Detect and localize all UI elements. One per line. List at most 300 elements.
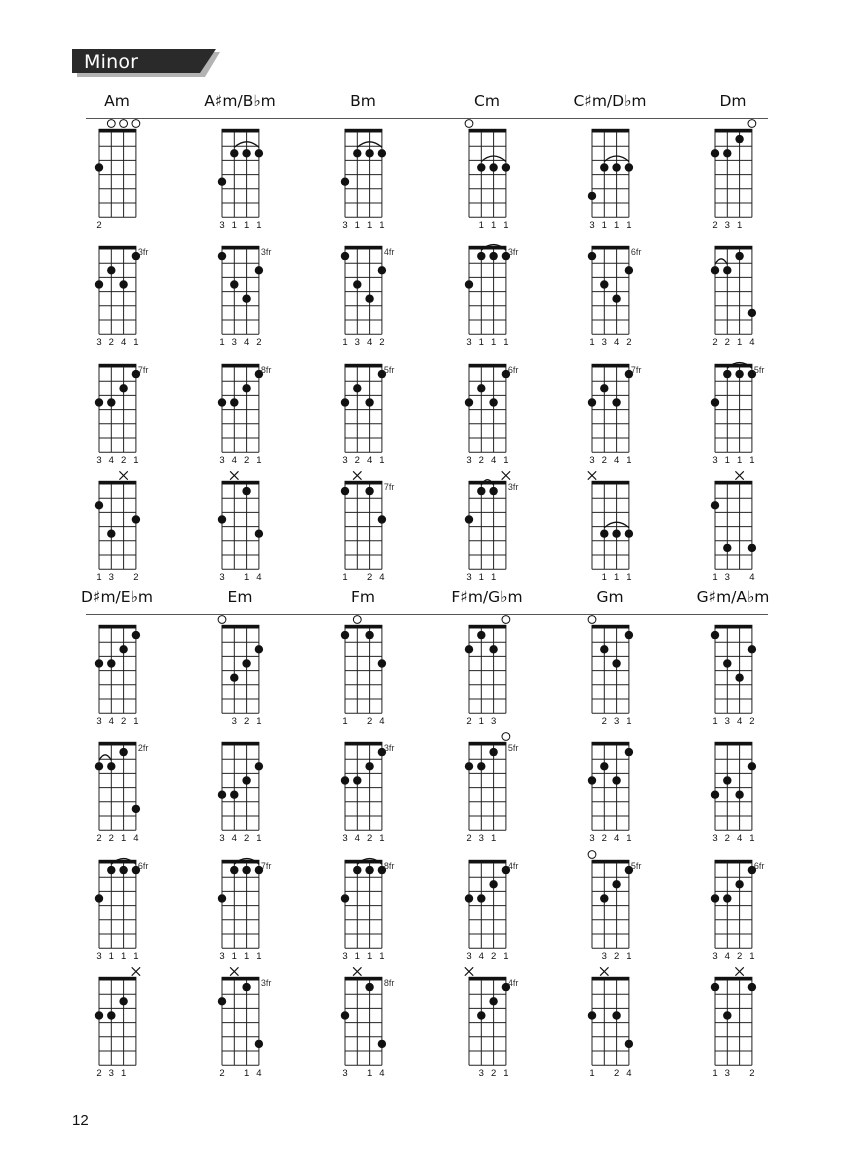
chord-diagram: [77, 110, 157, 230]
finger-dot: [217, 252, 225, 260]
finger-dot: [242, 659, 250, 667]
muted-string-marker: [735, 471, 743, 479]
fingering-number: 3: [341, 455, 348, 467]
chord-diagram: [693, 723, 773, 843]
finger-dot: [600, 762, 608, 770]
chord-name: C♯m/D♭m: [573, 92, 647, 110]
finger-dot: [94, 501, 102, 509]
chord-diagram: [570, 606, 650, 726]
finger-dot: [587, 252, 595, 260]
fretboard: [94, 625, 139, 727]
finger-dot: [377, 266, 385, 274]
fingering-number: 3: [588, 455, 595, 467]
fingering-number: 1: [120, 833, 126, 845]
fretboard: [587, 129, 632, 231]
fretboard: [587, 246, 641, 348]
nut: [221, 977, 259, 980]
finger-dot: [365, 295, 373, 303]
nut: [468, 364, 506, 367]
fingering-number: 2: [366, 716, 372, 728]
chord-diagram: [200, 606, 280, 726]
chord-name: Cm: [474, 92, 500, 110]
fingering-number: 3: [95, 951, 102, 963]
fretboard: [710, 967, 755, 1079]
fretboard: [217, 364, 271, 466]
finger-dot: [464, 762, 472, 770]
chord-diagram: [200, 462, 280, 582]
fretboard: [710, 860, 764, 962]
finger-dot: [119, 748, 127, 756]
nut: [344, 977, 382, 980]
fingering-number: 3: [108, 572, 114, 584]
fretboard: [217, 859, 271, 963]
finger-dot: [723, 266, 731, 274]
fingering-number: 1: [502, 455, 509, 467]
finger-dot: [747, 309, 755, 317]
chord-diagram: [323, 462, 403, 582]
fingering-number: 1: [132, 455, 139, 467]
fingering-number: 1: [132, 951, 139, 963]
nut: [98, 481, 136, 484]
fret-position-label: 6fr: [753, 861, 764, 871]
finger-dot: [107, 762, 115, 770]
fretboard: [340, 246, 394, 348]
open-string-marker: [748, 120, 756, 128]
fingering-number: 4: [231, 455, 237, 467]
finger-dot: [747, 983, 755, 991]
finger-dot: [501, 163, 509, 171]
fingering-number: 4: [108, 455, 114, 467]
fingering-number: 4: [231, 833, 237, 845]
fingering-number: 2: [354, 455, 360, 467]
fingering-number: 1: [724, 455, 730, 467]
fingering-number: 1: [748, 951, 755, 963]
finger-dot: [242, 776, 250, 784]
fingering-number: 3: [711, 951, 718, 963]
finger-dot: [340, 776, 348, 784]
fingering-number: 1: [625, 951, 632, 963]
chord-diagram: [77, 462, 157, 582]
finger-dot: [612, 398, 620, 406]
nut: [221, 625, 259, 628]
chord-diagram: [693, 958, 773, 1078]
chord-diagram: [77, 958, 157, 1078]
finger-dot: [119, 384, 127, 392]
nut: [221, 129, 259, 132]
fingering-number: 3: [218, 220, 225, 232]
fingering-number: 2: [366, 572, 372, 584]
fret-position-label: 8fr: [383, 861, 394, 871]
nut: [468, 129, 506, 132]
chord-name: F♯m/G♭m: [451, 588, 523, 606]
fingering-number: 4: [366, 455, 372, 467]
fret-position-label: 3fr: [507, 247, 518, 257]
finger-dot: [254, 149, 262, 157]
fretboard: [464, 364, 518, 466]
finger-dot: [710, 266, 718, 274]
chord-diagram: [77, 345, 157, 465]
fingering-number: 3: [588, 833, 595, 845]
muted-string-marker: [353, 471, 361, 479]
fret-position-label: 3fr: [507, 482, 518, 492]
nut: [98, 625, 136, 628]
nut: [591, 977, 629, 980]
finger-dot: [624, 530, 632, 538]
finger-dot: [230, 866, 238, 874]
fret-position-label: 6fr: [137, 861, 148, 871]
nut: [344, 129, 382, 132]
finger-dot: [464, 515, 472, 523]
fret-position-label: 7fr: [630, 365, 641, 375]
nut: [344, 246, 382, 249]
fingering-number: 3: [341, 951, 348, 963]
fingering-number: 1: [478, 337, 484, 349]
fingering-number: 3: [341, 220, 348, 232]
fingering-number: 3: [218, 572, 225, 584]
finger-dot: [340, 631, 348, 639]
fret-position-label: 5fr: [630, 861, 641, 871]
finger-dot: [230, 149, 238, 157]
finger-dot: [600, 894, 608, 902]
fingering-number: 2: [490, 951, 496, 963]
fingering-number: 1: [378, 833, 385, 845]
fingering-number: 2: [478, 455, 484, 467]
fingering-number: 2: [108, 833, 114, 845]
fingering-number: 1: [108, 951, 114, 963]
chord-diagram: [447, 958, 527, 1078]
fingering-number: 1: [366, 220, 372, 232]
finger-dot: [94, 1011, 102, 1019]
finger-dot: [340, 894, 348, 902]
finger-dot: [747, 544, 755, 552]
nut: [714, 860, 752, 863]
nut: [591, 742, 629, 745]
finger-dot: [217, 515, 225, 523]
finger-dot: [217, 398, 225, 406]
fretboard: [94, 742, 148, 844]
fingering-number: 3: [341, 833, 348, 845]
fingering-number: 1: [490, 833, 496, 845]
finger-dot: [489, 880, 497, 888]
finger-dot: [477, 894, 485, 902]
finger-dot: [489, 487, 497, 495]
fingering-number: 1: [366, 951, 372, 963]
fingering-number: 2: [120, 716, 126, 728]
fingering-number: 1: [625, 220, 632, 232]
nut: [98, 246, 136, 249]
fret-position-label: 7fr: [383, 482, 394, 492]
fingering-number: 3: [218, 951, 225, 963]
chord-diagram: [200, 841, 280, 961]
fingering-number: 4: [120, 337, 126, 349]
finger-dot: [365, 149, 373, 157]
finger-dot: [340, 1011, 348, 1019]
finger-dot: [365, 762, 373, 770]
open-string-marker: [107, 120, 115, 128]
chord-diagram: [323, 227, 403, 347]
fingering-number: 4: [625, 1068, 632, 1080]
fingering-number: 1: [601, 220, 607, 232]
chord-diagram: [447, 723, 527, 843]
fingering-number: 3: [613, 716, 619, 728]
fingering-number: 4: [255, 572, 262, 584]
nut: [98, 742, 136, 745]
nut: [98, 977, 136, 980]
chord-diagram: [570, 462, 650, 582]
finger-dot: [353, 866, 361, 874]
fret-position-label: 7fr: [260, 861, 271, 871]
finger-dot: [119, 645, 127, 653]
open-string-marker: [119, 120, 127, 128]
fingering-number: 1: [490, 572, 496, 584]
section-banner: [72, 49, 220, 77]
open-string-marker: [132, 120, 140, 128]
fingering-number: 3: [95, 455, 102, 467]
chord-name: Am: [104, 92, 130, 110]
fret-position-label: 4fr: [507, 978, 518, 988]
fingering-number: 1: [243, 572, 249, 584]
fingering-number: 3: [478, 833, 484, 845]
fretboard: [464, 471, 518, 583]
section-divider: [86, 118, 768, 119]
finger-dot: [254, 1040, 262, 1048]
fingering-number: 3: [711, 833, 718, 845]
fingering-number: 4: [748, 572, 755, 584]
fretboard: [217, 471, 262, 583]
chord-diagram: [447, 227, 527, 347]
chord-diagram: [447, 462, 527, 582]
fingering-number: 1: [478, 220, 484, 232]
fingering-number: 1: [502, 951, 509, 963]
finger-dot: [254, 530, 262, 538]
finger-dot: [353, 280, 361, 288]
chord-diagram: [693, 606, 773, 726]
fingering-number: 2: [255, 337, 262, 349]
chord-diagram: [447, 110, 527, 230]
fingering-number: 1: [231, 220, 237, 232]
open-string-marker: [502, 733, 510, 741]
fret-position-label: 2fr: [137, 743, 148, 753]
fingering-number: 3: [601, 951, 607, 963]
nut: [221, 364, 259, 367]
fingering-number: 1: [625, 455, 632, 467]
fingering-number: 4: [724, 951, 730, 963]
fingering-number: 3: [341, 1068, 348, 1080]
fretboard: [587, 364, 641, 466]
chord-diagram: [200, 345, 280, 465]
finger-dot: [489, 252, 497, 260]
fingering-number: 1: [132, 337, 139, 349]
finger-dot: [710, 398, 718, 406]
muted-string-marker: [353, 967, 361, 975]
chord-diagram: [447, 606, 527, 726]
chord-diagram: [77, 227, 157, 347]
fretboard: [464, 616, 509, 728]
fingering-number: 2: [378, 337, 385, 349]
fretboard: [340, 129, 385, 231]
fret-position-label: 5fr: [507, 743, 518, 753]
fingering-number: 3: [231, 337, 237, 349]
fretboard: [217, 967, 271, 1079]
finger-dot: [119, 997, 127, 1005]
finger-dot: [107, 659, 115, 667]
finger-dot: [107, 1011, 115, 1019]
nut: [468, 625, 506, 628]
fingering-number: 2: [108, 337, 114, 349]
fretboard: [464, 860, 518, 962]
finger-dot: [489, 645, 497, 653]
fingering-number: 1: [243, 1068, 249, 1080]
fingering-number: 2: [625, 337, 632, 349]
finger-dot: [353, 149, 361, 157]
fingering-number: 1: [354, 951, 360, 963]
fingering-number: 1: [736, 455, 742, 467]
fingering-number: 1: [502, 337, 509, 349]
finger-dot: [107, 530, 115, 538]
finger-dot: [600, 645, 608, 653]
fingering-number: 3: [588, 220, 595, 232]
finger-dot: [489, 748, 497, 756]
fingering-number: 3: [711, 455, 718, 467]
chord-diagram: [200, 110, 280, 230]
fingering-number: 2: [243, 455, 249, 467]
muted-string-marker: [587, 471, 595, 479]
chord-diagram: [570, 841, 650, 961]
fingering-number: 1: [625, 716, 632, 728]
fingering-number: 3: [724, 572, 730, 584]
chord-diagram: [323, 723, 403, 843]
nut: [344, 742, 382, 745]
finger-dot: [587, 1011, 595, 1019]
finger-dot: [94, 163, 102, 171]
fret-position-label: 3fr: [137, 247, 148, 257]
finger-dot: [131, 805, 139, 813]
fingering-number: 1: [255, 716, 262, 728]
finger-dot: [612, 295, 620, 303]
finger-dot: [353, 384, 361, 392]
finger-dot: [612, 163, 620, 171]
fingering-number: 1: [341, 572, 348, 584]
fretboard: [340, 967, 394, 1079]
finger-dot: [340, 252, 348, 260]
chord-diagram: [693, 227, 773, 347]
fretboard: [340, 471, 394, 583]
finger-dot: [353, 776, 361, 784]
fingering-number: 1: [120, 1068, 126, 1080]
chord-diagram: [570, 723, 650, 843]
nut: [344, 481, 382, 484]
fingering-number: 1: [366, 1068, 372, 1080]
fretboard: [587, 471, 632, 583]
nut: [344, 625, 382, 628]
fingering-number: 1: [378, 220, 385, 232]
fingering-number: 4: [108, 716, 114, 728]
fret-position-label: 3fr: [260, 247, 271, 257]
open-string-marker: [218, 616, 226, 624]
muted-string-marker: [230, 471, 238, 479]
finger-dot: [489, 997, 497, 1005]
fingering-number: 1: [625, 572, 632, 584]
chord-name: D♯m/E♭m: [81, 588, 153, 606]
fingering-number: 1: [601, 572, 607, 584]
finger-dot: [377, 149, 385, 157]
finger-dot: [242, 866, 250, 874]
fingering-number: 2: [711, 337, 718, 349]
muted-string-marker: [600, 967, 608, 975]
chord-diagram: [570, 958, 650, 1078]
fingering-number: 4: [613, 455, 619, 467]
finger-dot: [94, 894, 102, 902]
finger-dot: [377, 1040, 385, 1048]
finger-dot: [735, 674, 743, 682]
finger-dot: [107, 266, 115, 274]
fingering-number: 4: [255, 1068, 262, 1080]
chord-name: Bm: [350, 92, 376, 110]
fret-position-label: 6fr: [507, 365, 518, 375]
fret-position-label: 4fr: [507, 861, 518, 871]
fingering-number: 1: [748, 455, 755, 467]
fingering-number: 1: [255, 455, 262, 467]
chord-diagram: [323, 345, 403, 465]
chord-diagram: [323, 958, 403, 1078]
chord-diagram: [323, 841, 403, 961]
finger-dot: [230, 398, 238, 406]
finger-dot: [489, 163, 497, 171]
finger-dot: [587, 192, 595, 200]
finger-dot: [587, 398, 595, 406]
finger-dot: [624, 1040, 632, 1048]
nut: [591, 364, 629, 367]
finger-dot: [119, 280, 127, 288]
finger-dot: [477, 384, 485, 392]
fretboard: [94, 246, 148, 348]
finger-dot: [242, 384, 250, 392]
finger-dot: [107, 398, 115, 406]
finger-dot: [242, 149, 250, 157]
muted-string-marker: [464, 967, 472, 975]
fingering-number: 4: [748, 337, 755, 349]
chord-name: Em: [227, 588, 253, 606]
finger-dot: [365, 983, 373, 991]
fingering-number: 3: [724, 716, 730, 728]
fret-position-label: 5fr: [753, 365, 764, 375]
fingering-number: 2: [95, 833, 102, 845]
finger-dot: [464, 645, 472, 653]
finger-dot: [254, 266, 262, 274]
finger-dot: [94, 280, 102, 288]
fretboard: [217, 742, 262, 844]
fingering-number: 1: [613, 572, 619, 584]
fingering-number: 4: [613, 337, 619, 349]
finger-dot: [723, 894, 731, 902]
fretboard: [710, 625, 755, 727]
fret-position-label: 3fr: [260, 978, 271, 988]
fretboard: [587, 742, 632, 844]
open-string-marker: [353, 616, 361, 624]
chord-diagram: [323, 606, 403, 726]
chord-diagram: [693, 345, 773, 465]
fingering-number: 3: [724, 220, 730, 232]
fingering-number: 2: [120, 455, 126, 467]
finger-dot: [217, 997, 225, 1005]
fretboard: [710, 246, 755, 348]
chord-diagram: [200, 723, 280, 843]
fingering-number: 1: [613, 220, 619, 232]
fret-position-label: 5fr: [383, 365, 394, 375]
finger-dot: [464, 894, 472, 902]
fret-position-label: 6fr: [630, 247, 641, 257]
finger-dot: [600, 384, 608, 392]
